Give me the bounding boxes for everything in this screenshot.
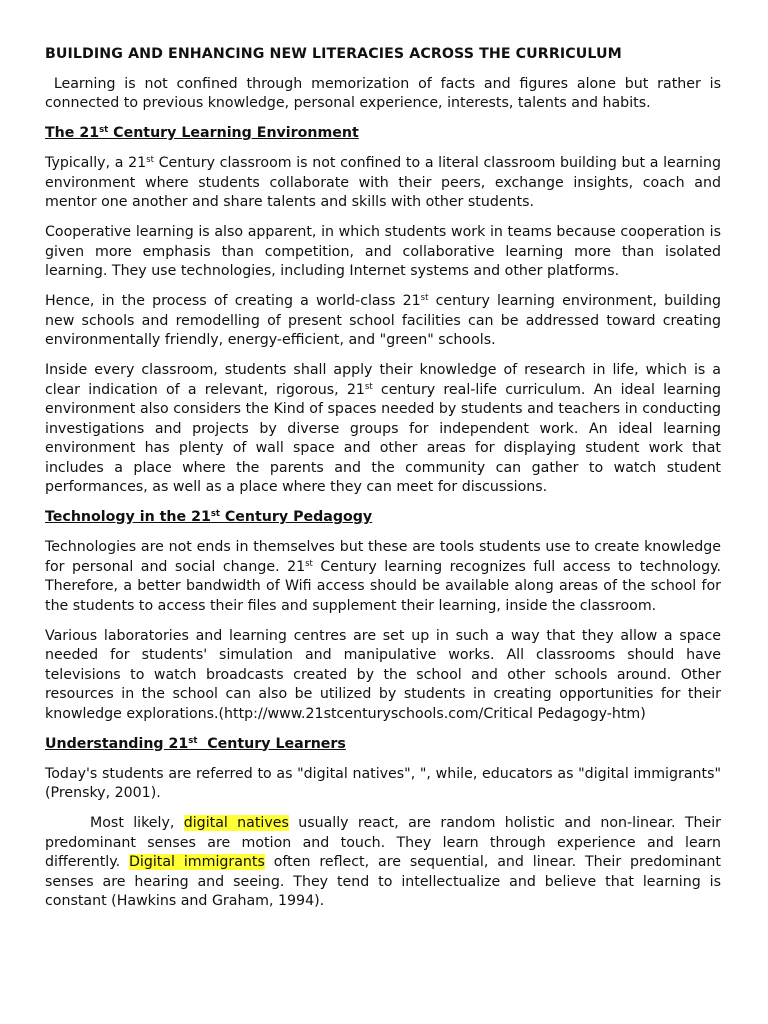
- learning-environment-paragraph-2: Cooperative learning is also apparent, in which students work in teams because cooperation is given more emphasis than competition, and collaborative learning more than isolated learning. They use technologies, including Internet systems and other platforms.: [45, 224, 721, 279]
- intro-paragraph: Learning is not confined through memorization of facts and figures alone but rather is connected to previous knowledge, personal experience, interests, talents and habits.: [45, 75, 726, 111]
- document-title: BUILDING AND ENHANCING NEW LITERACIES ACROSS THE CURRICULUM: [45, 46, 622, 62]
- learning-environment-paragraph-3: Hence, in the process of creating a world-class 21st century learning environment, building new schools and remodelling of present school facilities can be addressed toward creating environmentally friendly, energy-efficient, and "green" schools.: [45, 293, 721, 348]
- section-heading-learning-environment: The 21st Century Learning Environment: [45, 125, 359, 141]
- learners-paragraph-2: Most likely, digital natives usually react, are random holistic and non-linear. Their predominant senses are motion and touch. They learn through experience and learn differently. Digital immigrants often reflect, are sequential, and linear. Their predominant senses are hearing and seeing. They tend to intellectualize and believe that learning is constant (Hawkins and Graham, 1994).: [45, 815, 721, 909]
- highlight-digital-immigrants: Digital immigrants: [128, 854, 265, 870]
- section-heading-understanding-learners: Understanding 21st Century Learners: [45, 735, 346, 752]
- highlight-digital-natives: digital natives: [183, 815, 289, 831]
- section-heading-technology-pedagogy: Technology in the 21st Century Pedagogy: [45, 509, 373, 525]
- technology-paragraph-2: Various laboratories and learning centres are set up in such a way that they allow a space needed for students' simulation and manipulative works. All classrooms should have televisions to watch broadcasts created by the school and other schools around. Other resources in the school can also be utilized by students in creating opportunities for their knowledge explorations.(http://www.21stcenturyschools.com/Critical Pedagogy-htm): [45, 627, 721, 722]
- learning-environment-paragraph-4: Inside every classroom, students shall apply their knowledge of research in life, which is a clear indication of a relevant, rigorous, 21st century real-life curriculum. An ideal learning environment also considers the Kind of spaces needed by students and teachers in conducting investigations and projects by diverse groups for independent work. An ideal learning environment has plenty of wall space and other areas for displaying student work that includes a place where the parents and the community can gather to watch student performances, as well as a place where they can meet for discussions.: [45, 362, 721, 495]
- document-page: [45, 45, 726, 922]
- technology-paragraph-1: Technologies are not ends in themselves but these are tools students use to create knowledge for personal and social change. 21st Century learning recognizes full access to technology. Therefore, a better bandwidth of Wifi access should be available along areas of the school for the students to access their files and supplement their learning, inside the classroom.: [45, 539, 721, 614]
- learners-paragraph-1: Today's students are referred to as "digital natives", ", while, educators as "digital immigrants" (Prensky, 2001).: [45, 765, 721, 801]
- learning-environment-paragraph-1: Typically, a 21st Century classroom is not confined to a literal classroom building but a learning environment where students collaborate with their peers, exchange insights, coach and mentor one another and share talents and skills with other students.: [45, 155, 721, 210]
